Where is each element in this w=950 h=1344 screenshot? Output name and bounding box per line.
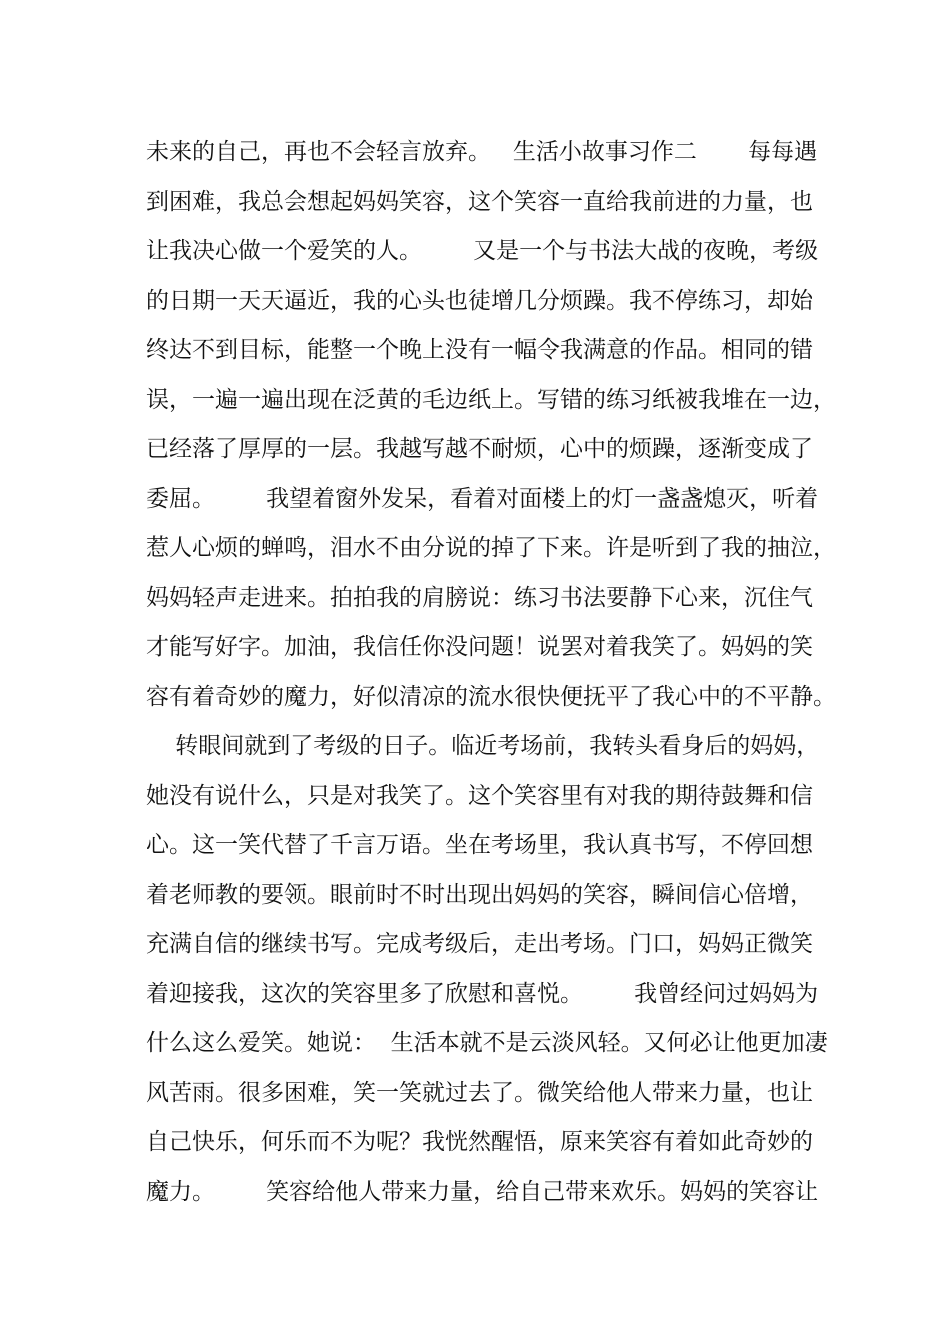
text-line: 转眼间就到了考级的日子。临近考场前，我转头看身后的妈妈，: [146, 733, 820, 759]
text-line: 风苦雨。很多困难，笑一笑就过去了。微笑给他人带来力量，也让: [146, 1079, 813, 1106]
text-line: 她没有说什么，只是对我笑了。这个笑容里有对我的期待鼓舞和信: [146, 782, 813, 809]
text-line: 什么这么爱笑。她说： 生活本就不是云淡风轻。又何必让他更加凄: [146, 1030, 828, 1056]
text-line: 惹人心烦的蝉鸣，泪水不由分说的掉了下来。许是听到了我的抽泣，: [146, 535, 836, 561]
text-line: 着迎接我，这次的笑容里多了欣慰和喜悦。 我曾经问过妈妈为: [146, 980, 819, 1007]
text-line: 到困难，我总会想起妈妈笑容，这个笑容一直给我前进的力量，也: [146, 188, 813, 215]
text-line: 终达不到目标，能整一个晚上没有一幅令我满意的作品。相同的错: [146, 337, 813, 363]
text-line: 误，一遍一遍出现在泛黄的毛边纸上。写错的练习纸被我堆在一边，: [146, 386, 836, 413]
text-line: 自己快乐，何乐而不为呢？我恍然醒悟，原来笑容有着如此奇妙的: [146, 1129, 813, 1155]
text-line: 容有着奇妙的魔力，好似清凉的流水很快便抚平了我心中的不平静。: [146, 683, 836, 710]
text-line: 委屈。 我望着窗外发呆，看着对面楼上的灯一盏盏熄灭，听着: [146, 485, 819, 512]
text-line: 让我决心做一个爱笑的人。 又是一个与书法大战的夜晚，考级: [146, 238, 819, 264]
text-line: 充满自信的继续书写。完成考级后，走出考场。门口，妈妈正微笑: [146, 931, 813, 957]
text-line: 心。这一笑代替了千言万语。坐在考场里，我认真书写，不停回想: [146, 832, 813, 858]
text-line: 魔力。 笑容给他人带来力量，给自己带来欢乐。妈妈的笑容让: [146, 1178, 819, 1205]
text-line: 着老师教的要领。眼前时不时出现出妈妈的笑容，瞬间信心倍增，: [146, 881, 813, 908]
text-line: 未来的自己，再也不会轻言放弃。 生活小故事习作二 每每遇: [146, 139, 818, 165]
text-line: 的日期一天天逼近，我的心头也徒增几分烦躁。我不停练习，却始: [146, 287, 813, 314]
text-line: 妈妈轻声走进来。拍拍我的肩膀说：练习书法要静下心来，沉住气: [146, 584, 813, 611]
text-line: 才能写好字。加油，我信任你没问题！说罢对着我笑了。妈妈的笑: [146, 634, 813, 660]
essay-body-text: [146, 128, 836, 1217]
text-line: 已经落了厚厚的一层。我越写越不耐烦，心中的烦躁，逐渐变成了: [146, 436, 813, 462]
